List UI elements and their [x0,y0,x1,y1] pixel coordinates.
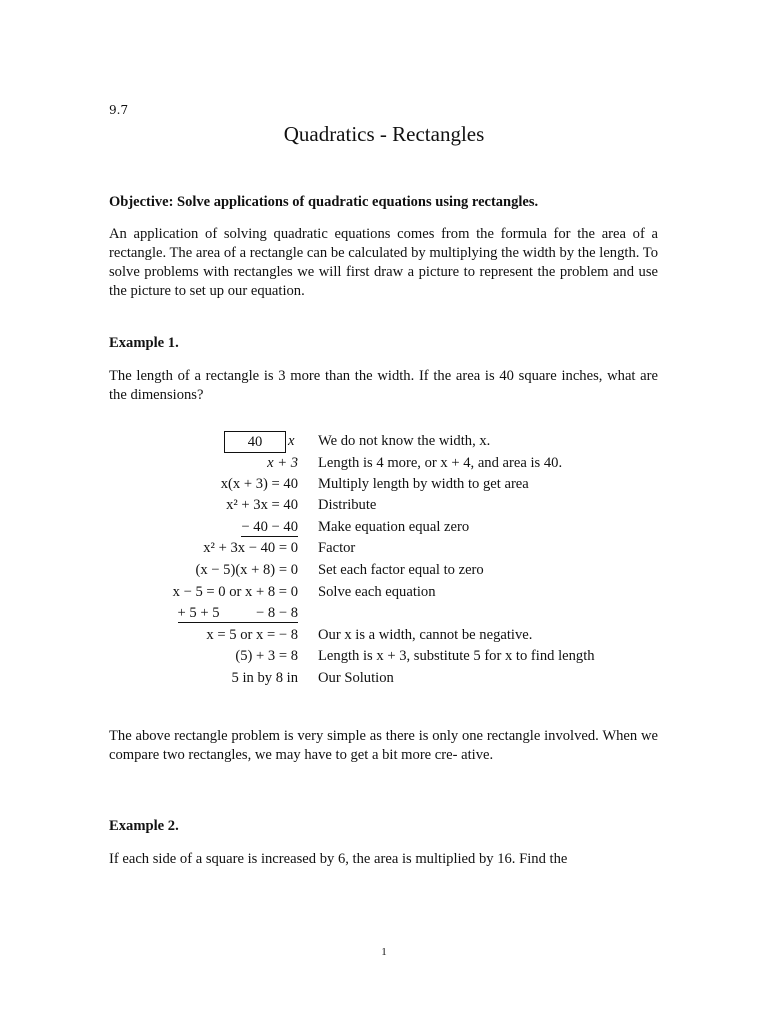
step-3-note: Make equation equal zero [318,519,470,535]
example2-heading: Example 2. [109,818,179,834]
rectangle-area: 40 [224,431,286,453]
example2-problem: If each side of a square is increased by 6, the area is multiplied by 16. Find the [109,851,568,867]
section-number: 9.7 [109,103,129,117]
step-8-note: Our x is a width, cannot be negative. [318,627,533,643]
step-6-equation: x − 5 = 0 or x + 8 = 0 [172,584,298,600]
solution-note: Our Solution [318,670,394,686]
note-length: Length is 4 more, or x + 4, and area is 40. [318,455,563,471]
step-9-note: Length is x + 3, substitute 5 for x to find length [318,648,595,664]
step-5-equation: (x − 5)(x + 8) = 0 [195,562,298,578]
step-3-equation [241,519,298,536]
step-4-equation: x² + 3x − 40 = 0 [203,540,298,556]
step-4-note: Factor [318,540,356,556]
rectangle-diagram [224,431,286,453]
between-paragraph: The above rectangle problem is very simple as there is only one rectangle involved. When we compare two rectangles, we may have to get a bit more cre- ative. [109,728,658,763]
page-number: 1 [381,946,387,958]
step-8-equation: x = 5 or x = − 8 [206,627,298,643]
step-1-note: Multiply length by width to get area [318,476,529,492]
example1-heading: Example 1. [109,335,179,351]
step-2-note: Distribute [318,497,377,513]
objective: Objective: Solve applications of quadratic equations using rectangles. [109,194,539,210]
example1-problem: The length of a rectangle is 3 more than the width. If the area is 40 square inches, what are the dimensions? [109,368,658,403]
step-1-equation: x(x + 3) = 40 [220,476,298,492]
rectangle-width-label: x [288,433,295,449]
page-title: Quadratics - Rectangles [283,122,485,146]
rectangle-length-label: x + 3 [267,455,298,471]
step-2-equation: x² + 3x = 40 [226,497,298,513]
intro-paragraph: An application of solving quadratic equations comes from the formula for the area of a rectangle. The area of a rectangle can be calculated by multiplying the width by the length. To solve problems with rectangles we will first draw a picture to represent the problem and use the picture to set up our equation. [109,226,658,299]
step-9-equation: (5) + 3 = 8 [235,648,298,664]
step-5-note: Set each factor equal to zero [318,562,484,578]
step-3-underlined: − 40 − 40 [241,519,298,535]
step-7-underlined: + 5 + 5 − 8 − 8 [177,605,298,621]
step-6-note: Solve each equation [318,584,436,600]
solution-equation: 5 in by 8 in [231,670,298,686]
step-7-equation [178,605,298,622]
note-width: We do not know the width, x. [318,433,491,449]
